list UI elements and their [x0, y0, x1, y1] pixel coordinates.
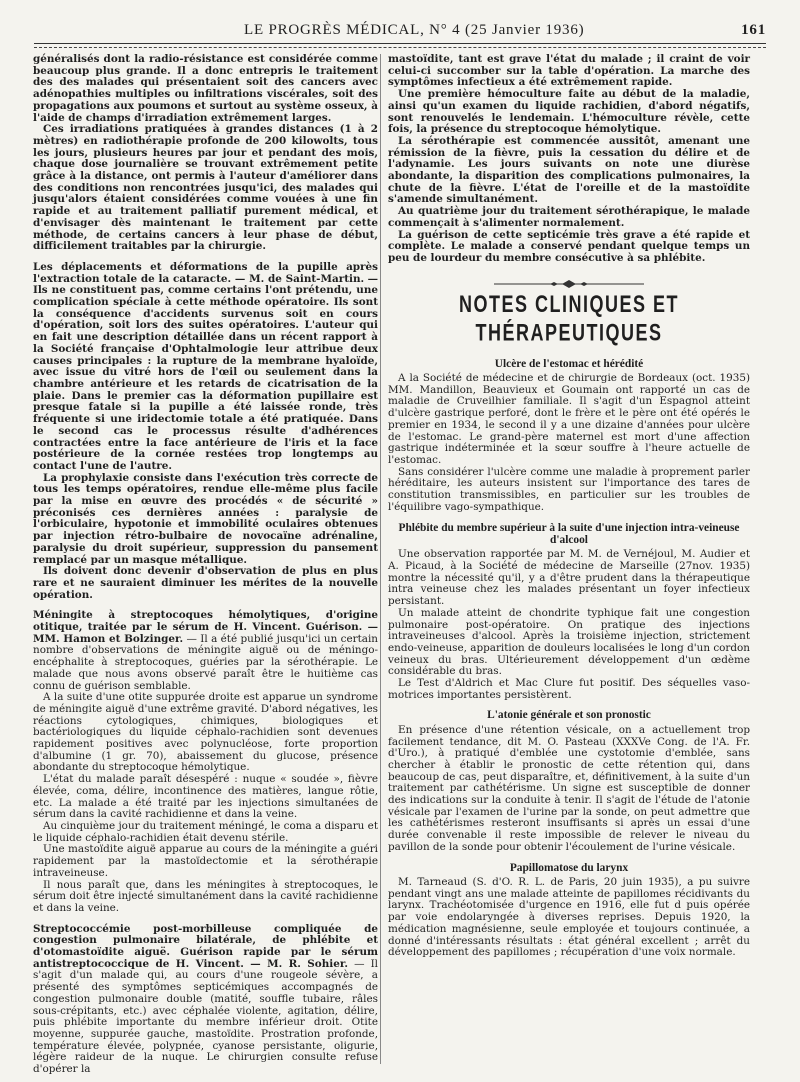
- paragraph: L'état du malade paraît désespéré : nuque « soudée », fièvre élevée, coma, délire, incontinence des matières, langue rôtie, etc. La malade a été traité par les injections simultanées de sérum dans la cavité rachidienne et dans la veine.: [33, 773, 378, 821]
- header-dashed-rule: [34, 47, 766, 48]
- article-text: — Il s'agit d'un malade qui, au cours d'une rougeole sévère, a présenté des symptômes septicémiques accompagnés de congestion pulmonaire double (matité, souffle tubaire, râles sous-crépitants, etc.) avec céphalée violente, agitation, délire, puis phlébite importante du membre inférieur droit. Otite moyenne, suppurée gauche, mastoïdite. Prostration profonde, température élevée, polypnée, cyanose persistante, oligurie, légère raideur de la nuque. Le chirurgien consulte refuse d'opérer la: [33, 957, 379, 1076]
- article-heading: Streptococcémie post-morbilleuse compliquée de congestion pulmonaire bilatérale, de phlébite et d'otomastoïdite aiguë. Guérison rapide par le sérum antistreptococcique de H. Vincent. — M. R. Sohier.: [33, 922, 378, 970]
- paragraph: Ils doivent donc devenir d'observation de plus en plus rare et ne sauraient diminuer les mérites de la nouvelle opération.: [33, 565, 378, 601]
- paragraph: généralisés dont la radio-résistance est considérée comme beaucoup plus grande. Il a donc entrepris le traitement des des malades qui présentaient soit des cancers avec adénopathies multiples ou infiltrations viscérales, soit des propagations aux poumons et surtout au système osseux, à l'aide de champs d'irradiation extrêmement larges.: [33, 53, 378, 124]
- paragraph: La guérison de cette septicémie très grave a été rapide et complète. Le malade a conservé pendant quelque temps un peu de lourdeur du membre consécutive à sa phlébite.: [388, 228, 750, 264]
- paragraph: Ces irradiations pratiquées à grandes distances (1 à 2 mètres) en radiothérapie profonde de 200 kilowolts, tous les jours, plusieurs heures par jour et pendant des mois, chaque dose journalière se trouvant extrêmement petite grâce à la distance, ont permis à l'auteur d'améliorer dans des conditions non rencontrées jusqu'ici, des malades qui jusqu'alors étaient considérées comme vouées à une fin rapide et au traitement palliatif purement médical, et d'envisager dès maintenant le traitement par cette méthode, de certains cancers à leur phase de début, difficilement traitables par la chirurgie.: [33, 123, 378, 253]
- article-paragraph: [33, 262, 378, 473]
- paragraph: Une première hémoculture faite au début de la maladie, ainsi qu'un examen du liquide rachidien, d'abord négatifs, sont renouvelés le lendemain. L'hémoculture révèle, cette fois, la présence du streptocoque hémolytique.: [388, 88, 750, 136]
- article-text: — Ils ne constituent pas, comme certains l'ont prétendu, une complication spéciale à cette méthode opératoire. Ils sont la conséquence d'accidents survenus soit en cours d'opération, soit lors des suites opératoires. L'auteur qui en fait une description détaillée dans un récent rapport à la Société française d'Ophtalmologie leur attribue deux causes principales : la rupture de la membrane hyaloïde, avec issue du vitré hors de l'œil ou seulement dans la chambre antérieure et les retards de cicatrisation de la plaie. Dans le premier cas la déformation pupillaire est presque fatale si la pupille a été laissée ronde, très fréquente si une iridectomie totale a été pratiquée. Dans le second cas le processus résulte d'adhérences contractées entre la face antérieure de l'iris et la face postérieure de la cornée restées trop longtemps au contact l'une de l'autre.: [33, 272, 378, 472]
- paragraph: Au quatrième jour du traitement sérothérapique, le malade commençait à s'alimenter normalement.: [388, 205, 750, 229]
- column-divider: [380, 54, 381, 1064]
- section-title: NOTES CLINIQUES ET THÉRAPEUTIQUES: [458, 290, 680, 346]
- article-paragraph: [33, 610, 378, 692]
- note-heading: Phlébite du membre supérieur à la suite d'une injection intra-veineuse d'alcool: [398, 521, 740, 546]
- header-rule: [34, 43, 766, 44]
- paragraph: Il nous paraît que, dans les méningites à streptocoques, le sérum doit être injecté simultanément dans la cavité rachidienne et dans la veine.: [33, 878, 378, 914]
- paragraph: M. Tarneaud (S. d'O. R. L. de Paris, 20 juin 1935), a pu suivre pendant vingt ans une malade atteinte de papillomes récidivants du larynx. Trachéotomisée d'urgence en 1916, elle fut d puis opérée par voie endolaryngée à diverses reprises. Depuis 1920, la médication magnésienne, seule employée et toujours continuée, a donné d'intéressants résultats : état général excellent ; arrêt du développement des papillomes ; récupération d'une voix normale.: [388, 876, 750, 959]
- article-text: — Il a été publié jusqu'ici un certain nombre d'observations de méningite aiguë ou de méningo-encéphalite à streptocoques, guéries par la sérothérapie. Le malade que nous avons observé paraît être le huitième cas connu de guérison semblable.: [33, 632, 378, 692]
- paragraph: Une mastoïdite aiguë apparue au cours de la méningite a guéri rapidement par la mastoïdectomie et la sérothérapie intraveineuse.: [33, 843, 378, 879]
- running-header: [34, 22, 766, 40]
- paragraph: Un malade atteint de chondrite typhique fait une congestion pulmonaire post-opératoire. On pratique des injections intraveineuses d'alcool. Après la troisième injection, strictement endo-veineuse, apparition de douleurs localisées le long d'un cordon veineux du bras. Ultérieurement développement d'un œdème considérable du bras.: [388, 606, 750, 678]
- paragraph: Le Test d'Aldrich et Mac Clure fut positif. Des séquelles vaso-motrices importantes persistèrent.: [388, 677, 750, 701]
- paragraph: Sans considérer l'ulcère comme une maladie à proprement parler héréditaire, les auteurs insistent sur l'importance des tares de constitution transmissibles, en particulier sur les troubles de l'équilibre vago-sympathique.: [388, 465, 750, 513]
- paragraph: La sérothérapie est commencée aussitôt, amenant une rémission de la fièvre, puis la cessation du délire et de l'adynamie. Les jours suivants on note une diurèse abondante, la disparition des complications pulmonaires, la chute de la fièvre. L'état de l'oreille et de la mastoïdite s'amende simultanément.: [388, 134, 750, 206]
- note-heading: L'atonie générale et son pronostic: [487, 709, 651, 722]
- journal-title: LE PROGRÈS MÉDICAL, N° 4 (25 Janvier 1936): [244, 22, 585, 38]
- note-heading: Papillomatose du larynx: [509, 861, 629, 874]
- paragraph: mastoïdite, tant est grave l'état du malade ; il craint de voir celui-ci succomber sur la table d'opération. La marche des symptômes infectieux a été extrêmement rapide.: [388, 53, 750, 89]
- paragraph: A la Société de médecine et de chirurgie de Bordeaux (oct. 1935) MM. Mandillon, Beauvieux et Goumain ont rapporté un cas de maladie de Cruveilhier familiale. Il s'agit d'un Espagnol atteint d'ulcère gastrique perforé, dont le frère et le père ont été opérés le premier en 1934, le second il y a une dizaine d'années pour ulcère de l'estomac. Le grand-père maternel est mort d'une affection gastrique indéterminée et la sœur souffre à l'heure actuelle de l'estomac.: [388, 372, 750, 466]
- paragraph: Au cinquième jour du traitement méningé, le coma a disparu et le liquide céphalo-rachidien était devenu stérile.: [33, 820, 378, 844]
- article-heading: Les déplacements et déformations de la pupille après l'extraction totale de la cataracte. — M. de Saint-Martin.: [33, 260, 378, 285]
- article-paragraph: [33, 924, 378, 1076]
- paragraph: A la suite d'une otite suppurée droite est apparue un syndrome de méningite aiguë d'une extrême gravité. D'abord négatives, les réactions cytologiques, chimiques, biologiques et bactériologiques du liquide céphalo-rachidien sont devenues rapidement positives avec polynucléose, forte proportion d'albumine (1 gr. 70), abaissement du glucose, présence abondante du streptocoque hémolytique.: [33, 691, 378, 774]
- paragraph: La prophylaxie consiste dans l'exécution très correcte de tous les temps opératoires, rendue elle-même plus facile par la mise en œuvre des procédés « de sécurité » préconisés ces dernières années : paralysie de l'orbiculaire, hypotonie et immobilité oculaires obtenues par injection rétro-bulbaire de novocaïne adrénaline, paralysie du droit supérieur, suppression du pansement remplacé par un masque métallique.: [33, 471, 378, 566]
- paragraph: En présence d'une rétention vésicale, on a actuellement trop facilement tendance, dit M. O. Pasteau (XXXVe Cong. de l'A. Fr. d'Uro.), à pratiqué d'emblée une cystotomie d'emblée, sans chercher à établir le pronostic de cette rétention qui, dans beaucoup de cas, peut disparaître, et, définitivement, à la suite d'un traitement par cathétérisme. Un signe est susceptible de donner des indications sur la conduite à tenir. Il s'agit de l'étude de l'atonie vésicale par l'examen de l'urine par la sonde, on peut admettre que les cathétérismes resteront insuffisants si après un essai d'une durée convenable il reste impossible de relever le niveau du pavillon de la sonde pour obtenir l'écoulement de l'urine vésicale.: [388, 723, 750, 853]
- note-heading: Ulcère de l'estomac et hérédité: [494, 357, 644, 370]
- right-column: [388, 54, 750, 959]
- left-column: [33, 54, 378, 1076]
- ornament-divider: [388, 274, 750, 284]
- article-heading: Méningite à streptocoques hémolytiques, d'origine otitique, traitée par le sérum de H. Vincent. Guérison. — MM. Hamon et Bolzinger.: [33, 609, 378, 645]
- paragraph: Une observation rapportée par M. M. de Vernéjoul, M. Audier et A. Picaud, à la Société de médecine de Marseille (27nov. 1935) montre la nécessité qu'il, y a d'être prudent dans la thérapeutique intra veineuse chez les malades présentant un foyer infectieux persistant.: [388, 548, 750, 608]
- page-number: 161: [741, 22, 766, 38]
